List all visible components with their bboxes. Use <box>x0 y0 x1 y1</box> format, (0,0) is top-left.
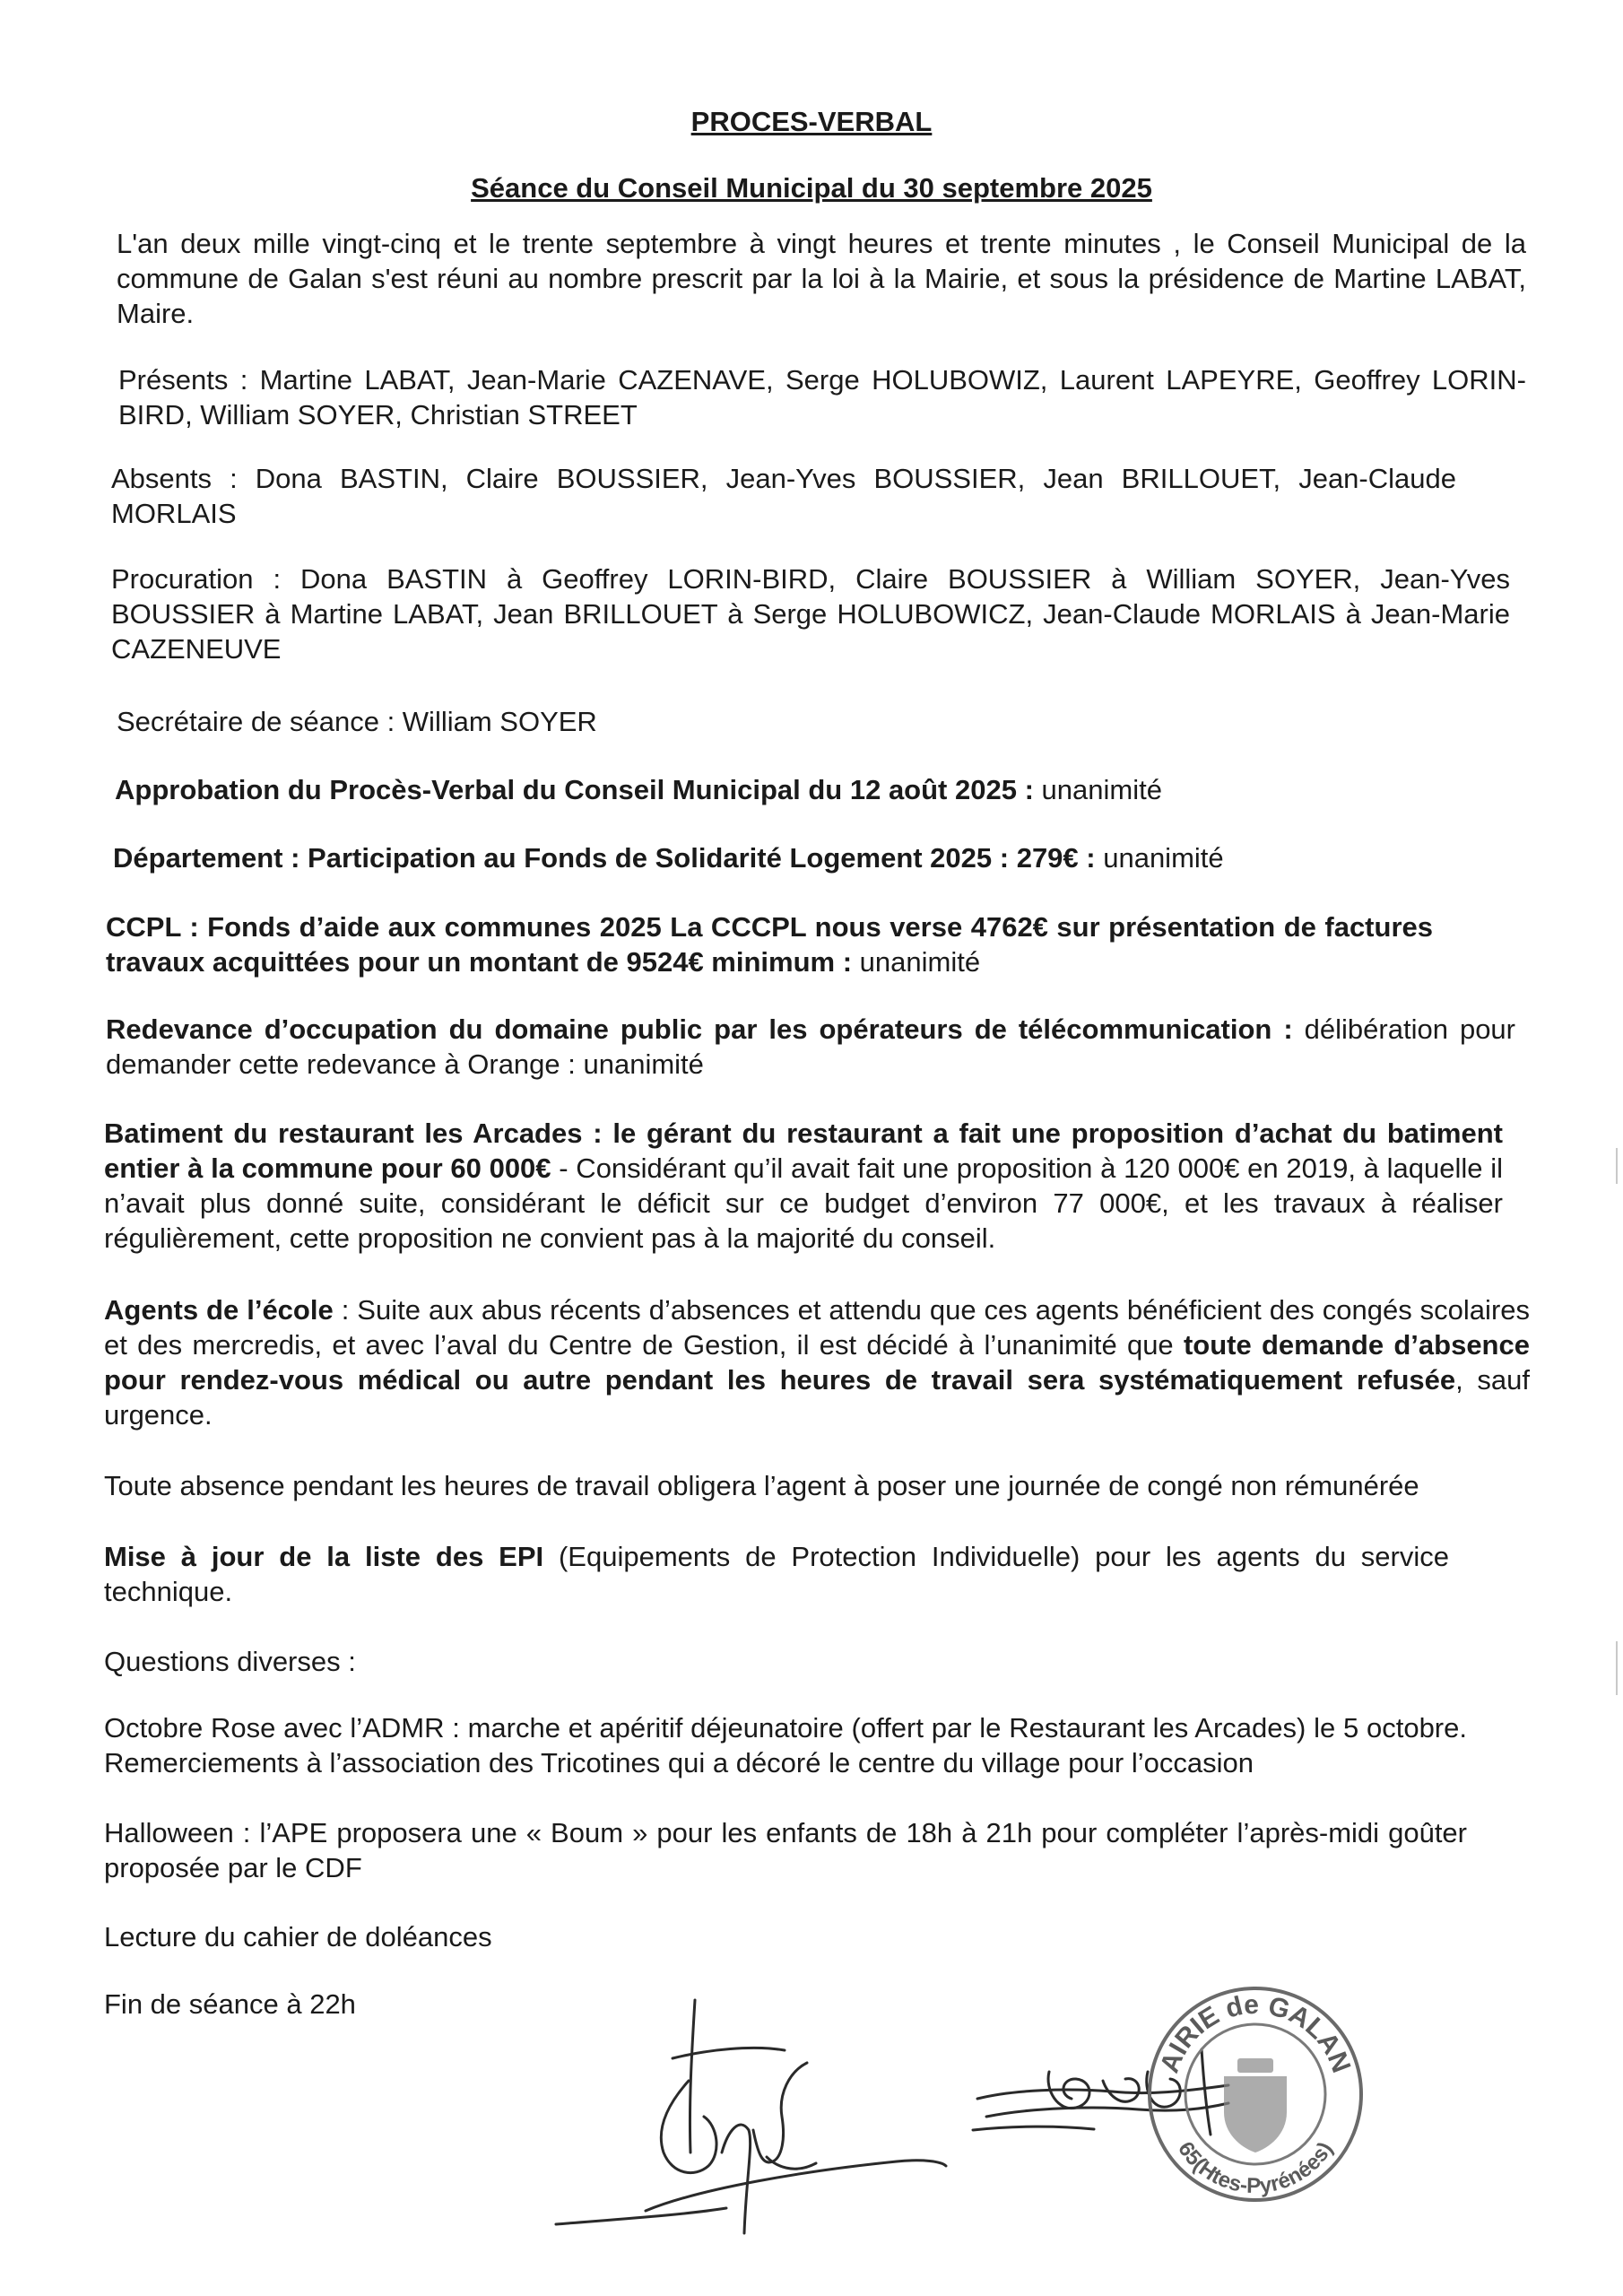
halloween-paragraph: Halloween : l’APE proposera une « Boum » pour les enfants de 18h à 21h pour compléter l’après-midi goûter proposée par le CDF <box>104 1817 1467 1883</box>
coat-of-arms-icon <box>1224 2058 1287 2152</box>
epi-heading: Mise à jour de la liste des EPI <box>104 1541 544 1572</box>
redevance-heading: Redevance d’occupation du domaine public par les opérateurs de télécommunication : <box>106 1013 1293 1045</box>
approbation-heading: Approbation du Procès-Verbal du Conseil Municipal du 12 août 2025 : <box>115 774 1034 805</box>
scan-artefact <box>1616 1641 1618 1695</box>
presents-paragraph: Présents : Martine LABAT, Jean-Marie CAZENAVE, Serge HOLUBOWIZ, Laurent LAPEYRE, Geoffrey LORIN-BIRD, William SOYER, Christian STREET <box>118 364 1526 430</box>
mayor-signature <box>538 1973 959 2269</box>
agents-text-2: , sauf urgence. <box>104 1364 1530 1431</box>
stamp-top-text: AIRIE de GALAN <box>1154 1989 1357 2077</box>
absents-paragraph: Absents : Dona BASTIN, Claire BOUSSIER, Jean-Yves BOUSSIER, Jean BRILLOUET, Jean-Claude MORLAIS <box>111 463 1456 529</box>
batiment-heading: Batiment du restaurant les Arcades : le gérant du restaurant a fait une proposition d’achat du batiment entier à la commune pour 60 000€ <box>104 1118 1503 1184</box>
lecture-paragraph: Lecture du cahier de doléances <box>104 1921 492 1952</box>
departement-paragraph <box>113 840 1530 875</box>
mairie-stamp <box>1139 1978 1372 2211</box>
redevance-paragraph <box>106 1012 1515 1082</box>
batiment-paragraph <box>104 1116 1503 1256</box>
approbation-text: unanimité <box>1033 774 1162 805</box>
epi-paragraph <box>104 1539 1449 1609</box>
document-subtitle: Séance du Conseil Municipal du 30 septembre 2025 <box>471 172 1152 204</box>
questions-heading: Questions diverses : <box>104 1646 356 1677</box>
epi-text: (Equipements de Protection Individuelle) pour les agents du service technique. <box>104 1541 1449 1607</box>
octobre-paragraph: Octobre Rose avec l’ADMR : marche et apéritif déjeunatoire (offert par le Restaurant les Arcades) le 5 octobre. Remerciements à l’association des Tricotines qui a décoré le centre du village pour l’occasion <box>104 1712 1467 1779</box>
stamp-bottom-text: 65(Htes-Pyrénées) <box>1173 2137 1338 2199</box>
agents-decision: toute demande d’absence pour rendez-vous médical ou autre pendant les heures de travail sera systématiquement refusée <box>104 1329 1530 1396</box>
document-title: PROCES-VERBAL <box>690 106 933 137</box>
agents-text-1: : Suite aux abus récents d’absences et attendu que ces agents bénéficient des congés scolaires et des mercredis, et avec l’aval du Centre de Gestion, il est décidé à l’unanimité que <box>104 1294 1531 1361</box>
ccpl-heading: CCPL : Fonds d’aide aux communes 2025 La CCCPL nous verse 4762€ sur présentation de factures travaux acquittées pour un montant de 9524€ minimum : <box>106 911 1433 978</box>
departement-text: unanimité <box>1095 842 1224 874</box>
secretaire-paragraph: Secrétaire de séance : William SOYER <box>117 706 597 737</box>
agents-heading: Agents de l’école <box>104 1294 334 1326</box>
batiment-text: - Considérant qu’il avait fait une proposition à 120 000€ en 2019, à laquelle il n’avait plus donné suite, considérant le déficit sur ce budget d’environ 77 000€, et les travaux à réaliser régulièrement, cette proposition ne convient pas à la majorité du conseil. <box>104 1152 1503 1254</box>
intro-paragraph: L'an deux mille vingt-cinq et le trente septembre à vingt heures et trente minutes , le Conseil Municipal de la commune de Galan s'est réuni au nombre prescrit par la loi à la Mairie, et sous la présidence de Martine LABAT, Maire. <box>117 228 1526 329</box>
departement-heading: Département : Participation au Fonds de Solidarité Logement 2025 : 279€ : <box>113 842 1096 874</box>
fin-paragraph: Fin de séance à 22h <box>104 1988 356 2020</box>
redevance-text: délibération pour demander cette redevance à Orange : unanimité <box>106 1013 1515 1080</box>
procuration-paragraph: Procuration : Dona BASTIN à Geoffrey LORIN-BIRD, Claire BOUSSIER à William SOYER, Jean-Yves BOUSSIER à Martine LABAT, Jean BRILLOUET à Serge HOLUBOWICZ, Jean-Claude MORLAIS à Jean-Marie CAZENEUVE <box>111 563 1510 665</box>
agents-paragraph <box>104 1292 1530 1432</box>
scan-artefact <box>1616 1148 1618 1184</box>
toute-absence-paragraph: Toute absence pendant les heures de travail obligera l’agent à poser une journée de congé non rémunérée <box>104 1470 1419 1501</box>
ccpl-paragraph <box>106 909 1433 979</box>
approbation-paragraph <box>115 772 1532 807</box>
ccpl-text: unanimité <box>852 946 981 978</box>
